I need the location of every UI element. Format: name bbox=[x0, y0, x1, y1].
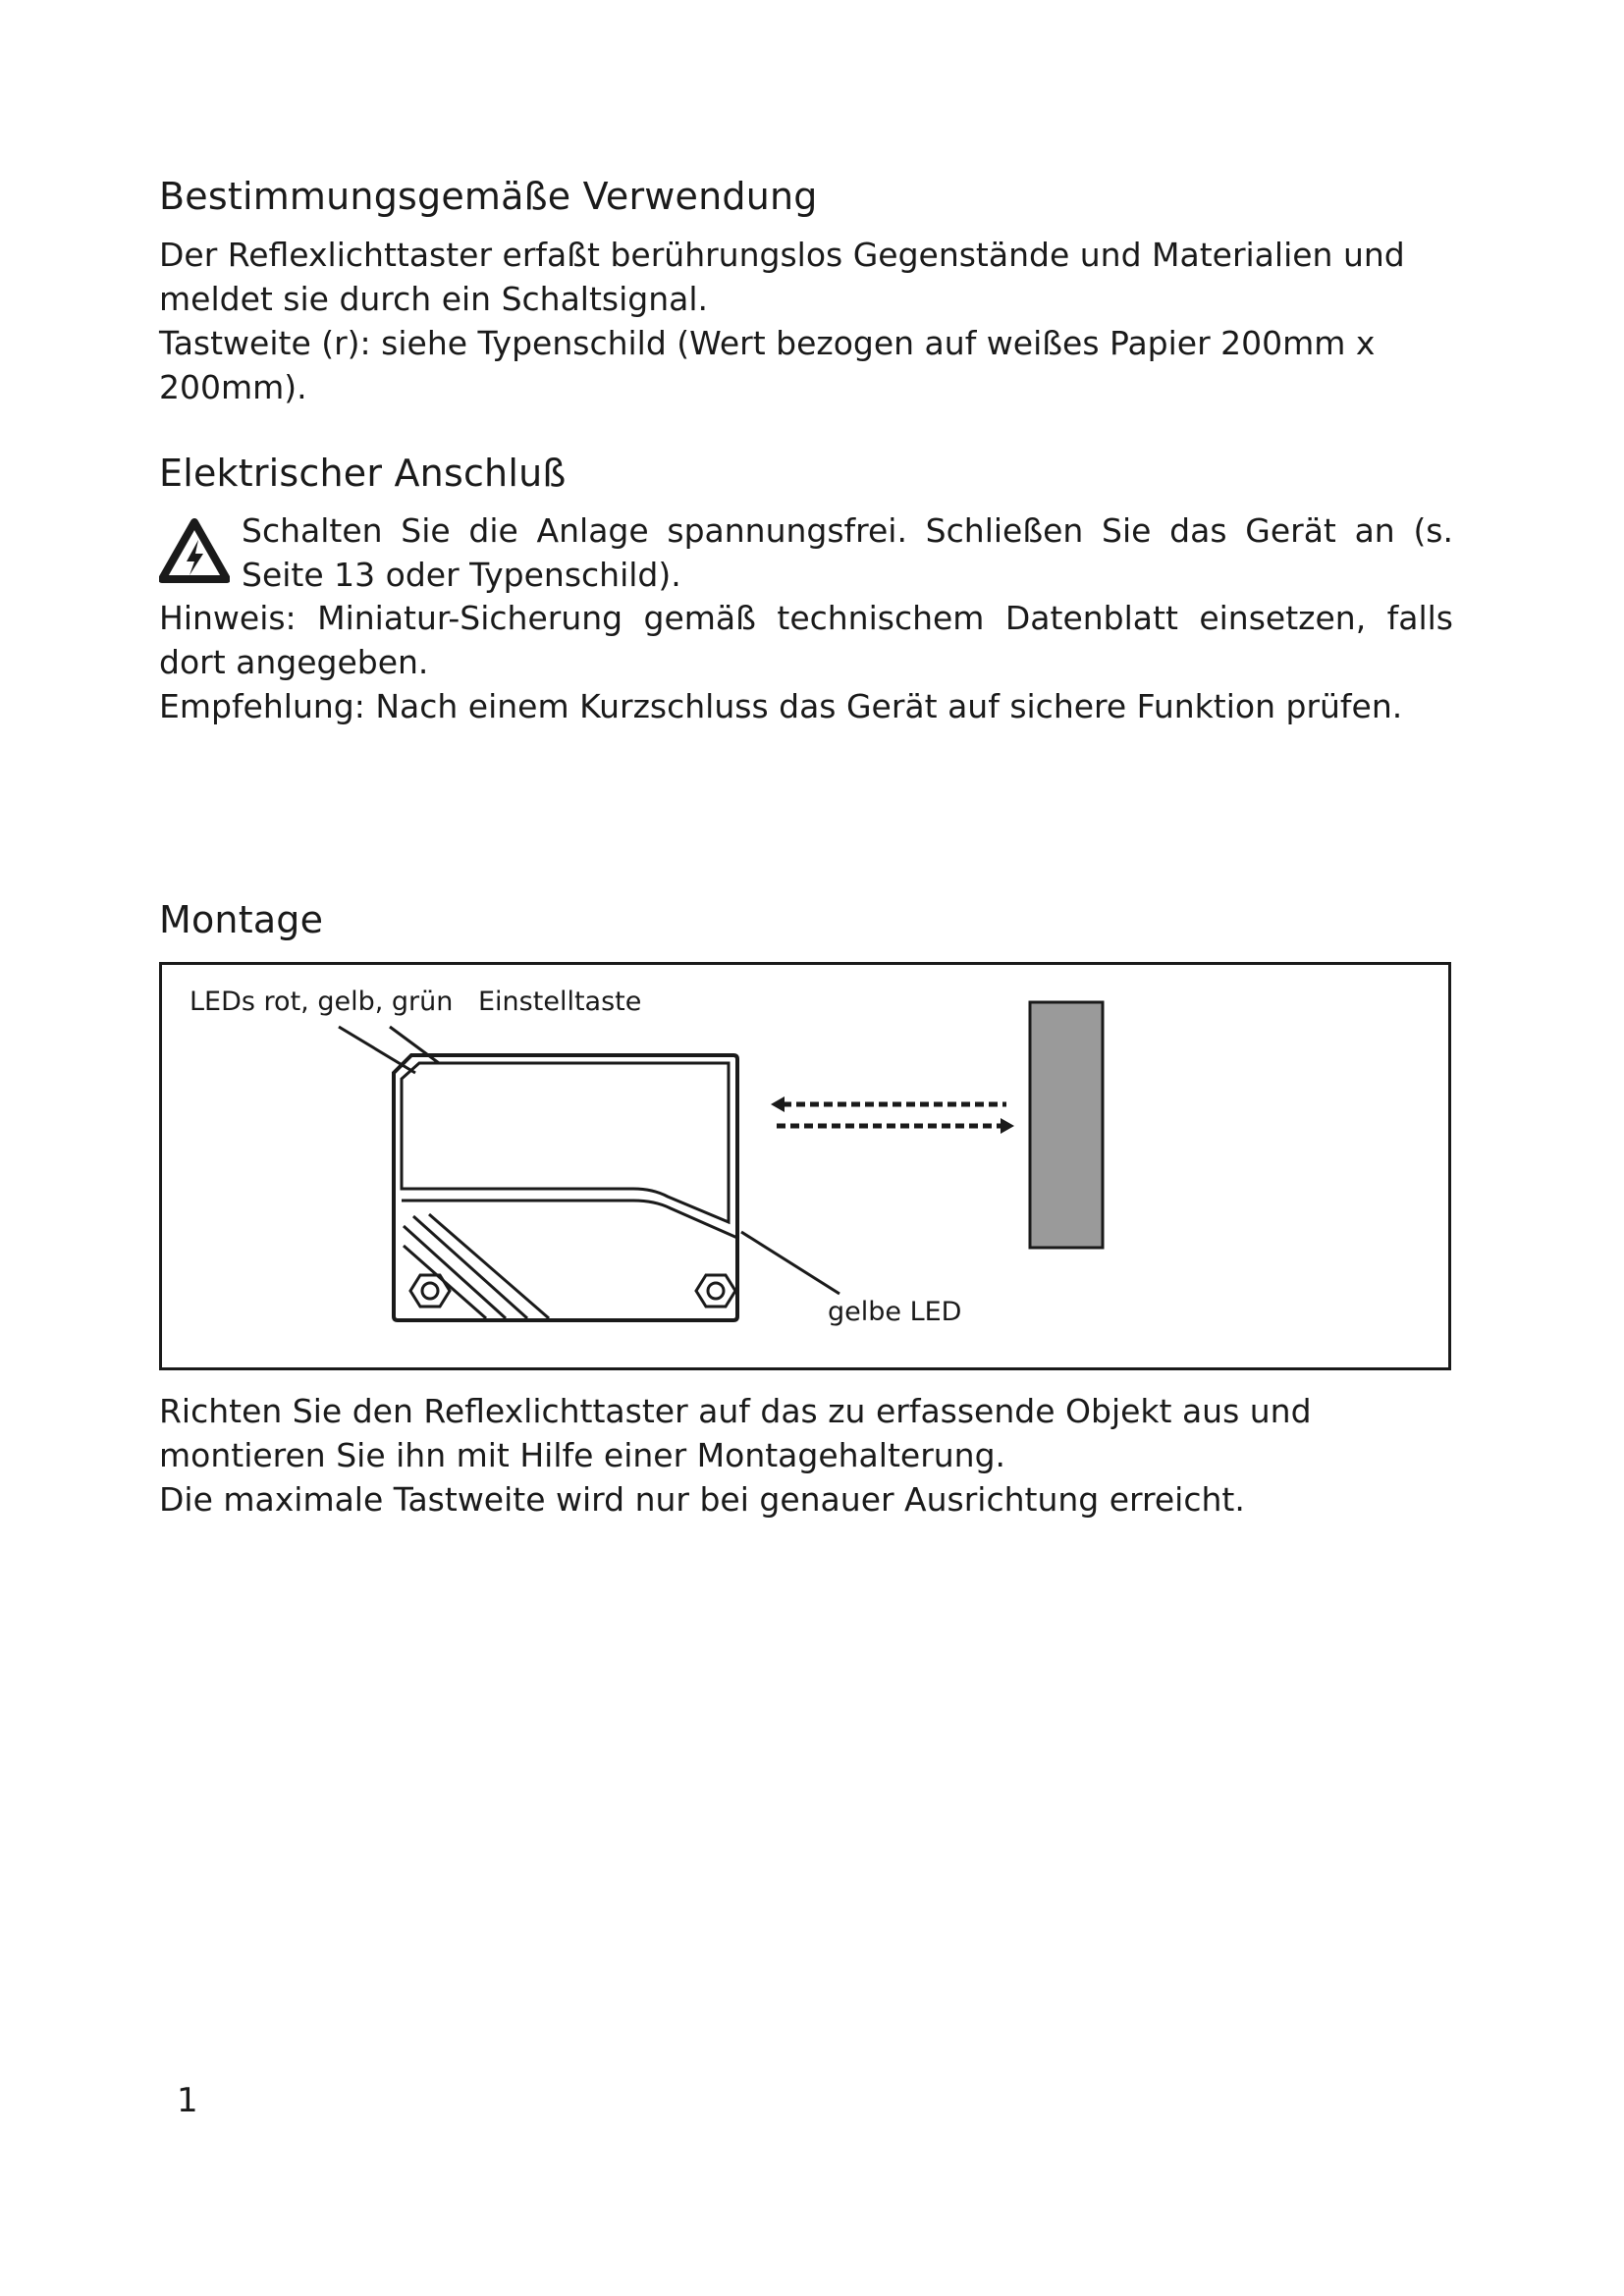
section-heading-electrical-connection: Elektrischer Anschluß bbox=[159, 452, 567, 495]
diagram-graphics bbox=[162, 965, 1448, 1367]
leader-line-leds bbox=[339, 1027, 415, 1073]
target-object bbox=[1030, 1002, 1103, 1248]
label-yellow-led: gelbe LED bbox=[828, 1297, 962, 1327]
sensing-range-paragraph: Tastweite (r): siehe Typenschild (Wert bezogen auf weißes Papier 200mm x 200mm). bbox=[159, 324, 1376, 406]
label-adjust-button: Einstelltaste bbox=[478, 987, 642, 1017]
leader-line-button bbox=[390, 1027, 439, 1063]
hint-paragraph: Hinweis: Miniatur-Sicherung gemäß technischem Datenblatt einsetzen, falls dort angegeben. bbox=[159, 599, 1453, 681]
max-range-paragraph: Die maximale Tastweite wird nur bei genauer Ausrichtung erreicht. bbox=[159, 1480, 1245, 1519]
mounting-nut-left bbox=[410, 1275, 450, 1307]
section-heading-mounting: Montage bbox=[159, 898, 324, 941]
alignment-paragraph: Richten Sie den Reflexlichttaster auf das zu erfassende Objekt aus und montieren Sie ihn mit Hilfe einer Montagehalterung. bbox=[159, 1392, 1312, 1474]
sensor-ribs bbox=[404, 1214, 549, 1318]
section-heading-intended-use: Bestimmungsgemäße Verwendung bbox=[159, 175, 818, 218]
high-voltage-warning-icon bbox=[159, 518, 230, 583]
mounting-diagram bbox=[159, 962, 1451, 1370]
warning-text: Schalten Sie die Anlage spannungsfrei. Schließen Sie das Gerät an (s. Seite 13 oder Typenschild). bbox=[242, 511, 1453, 594]
page-number: 1 bbox=[177, 2081, 198, 2120]
intended-use-paragraph: Der Reflexlichttaster erfaßt berührungslos Gegenstände und Materialien und meldet sie durch ein Schaltsignal. bbox=[159, 236, 1405, 318]
light-beam-arrows bbox=[771, 1096, 1014, 1134]
label-leds: LEDs rot, gelb, grün bbox=[189, 987, 454, 1017]
mounting-nut-right bbox=[696, 1275, 735, 1307]
recommendation-paragraph: Empfehlung: Nach einem Kurzschluss das Gerät auf sichere Funktion prüfen. bbox=[159, 687, 1403, 725]
leader-line-yellow-led bbox=[741, 1232, 839, 1294]
